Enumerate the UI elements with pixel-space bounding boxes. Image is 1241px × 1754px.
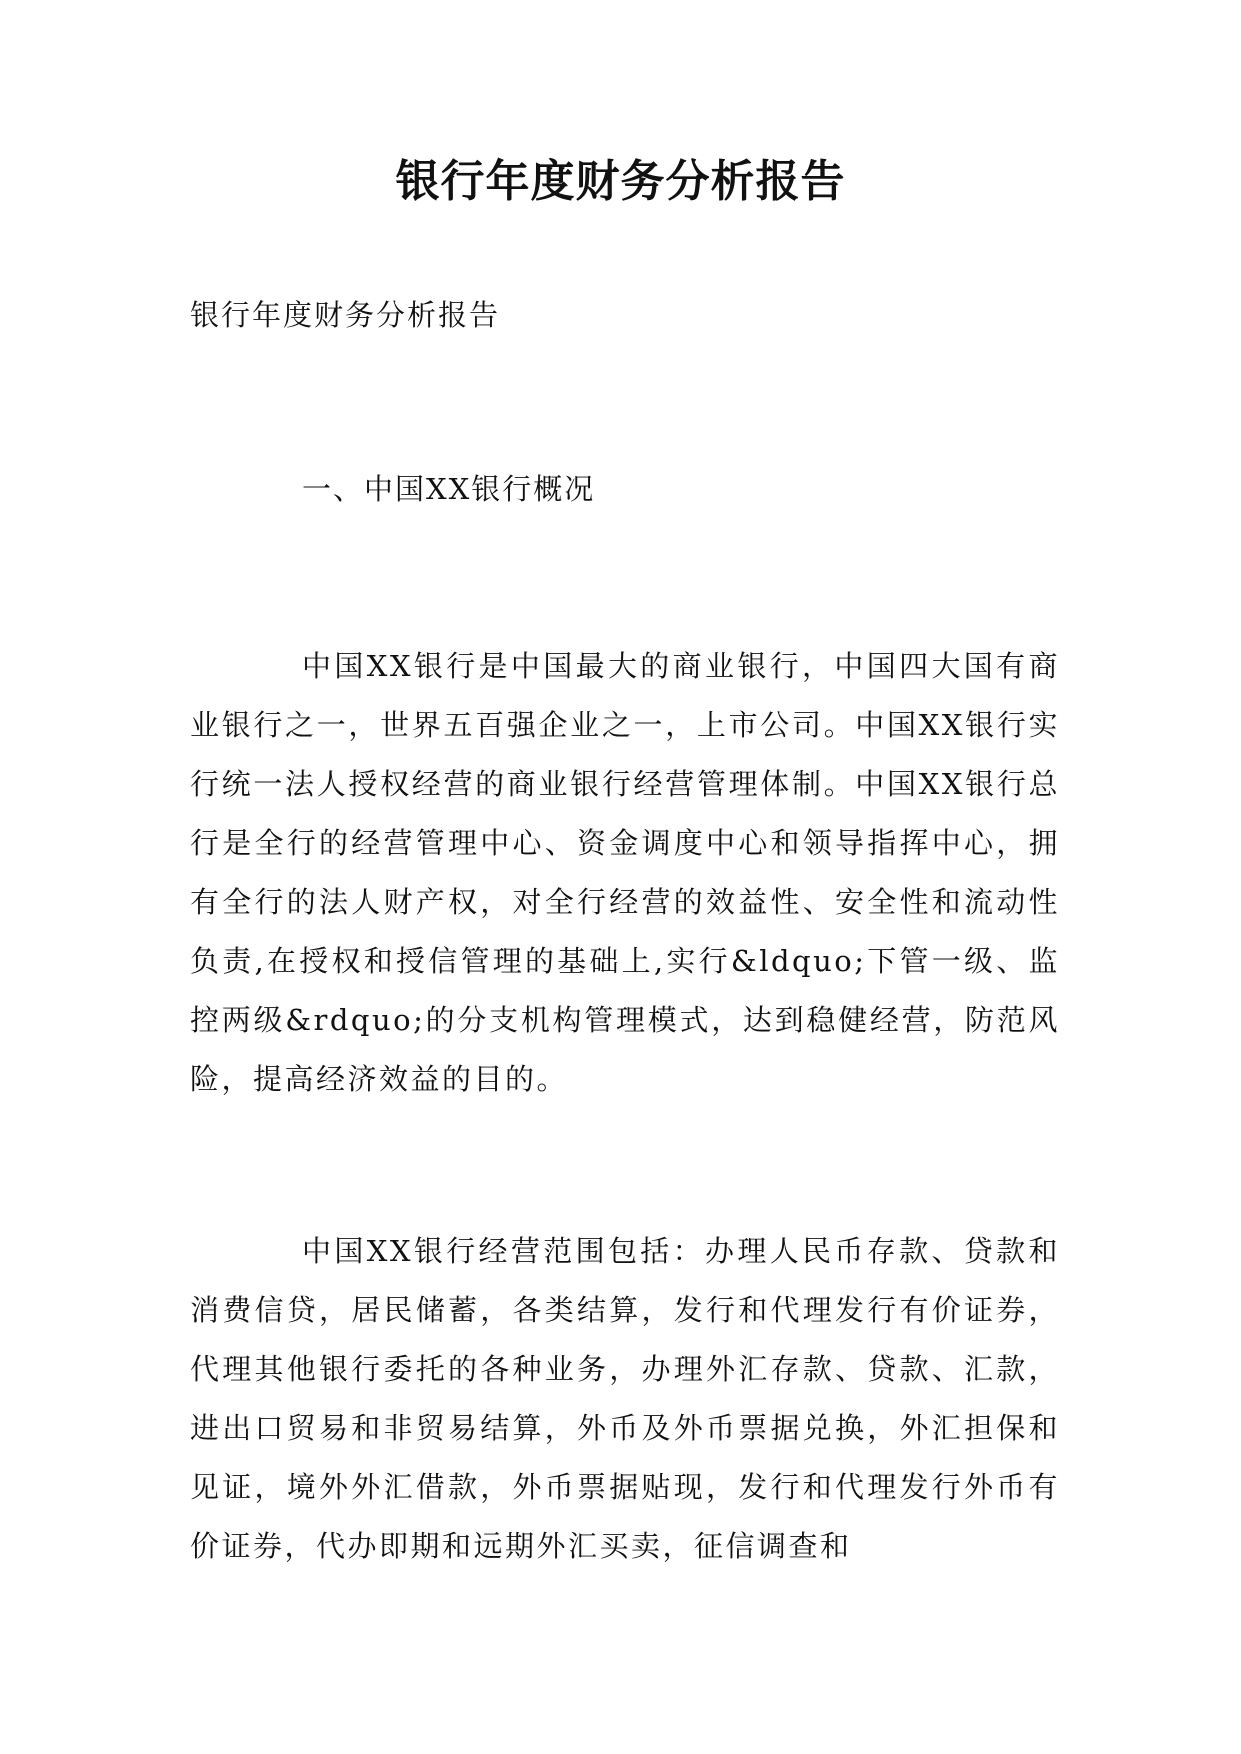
document-subtitle: 银行年度财务分析报告 bbox=[190, 298, 501, 332]
section-heading: 一、中国XX银行概况 bbox=[302, 472, 596, 506]
document-title: 银行年度财务分析报告 bbox=[395, 156, 846, 207]
body-paragraph: 中国XX银行经营范围包括：办理人民币存款、贷款和消费信贷，居民储蓄，各类结算，发行和代理发行有价证券，代理其他银行委托的各种业务，办理外汇存款、贷款、汇款，进出口贸易和非贸易结算，外币及外币票据兑换，外汇担保和见证，境外外汇借款，外币票据贴现，发行和代理发行外币有价证券，代办即期和远期外汇买卖，征信调查和 bbox=[190, 1234, 1060, 1563]
body-paragraph: 中国XX银行是中国最大的商业银行，中国四大国有商业银行之一，世界五百强企业之一，上市公司。中国XX银行实行统一法人授权经营的商业银行经营管理体制。中国XX银行总行是全行的经营管理中心、资金调度中心和领导指挥中心，拥有全行的法人财产权，对全行经营的效益性、安全性和流动性负责,在授权和授信管理的基础上,实行&ldquo;下管一级、监控两级&rdquo;的分支机构管理模式，达到稳健经营，防范风险，提高经济效益的目的。 bbox=[190, 649, 1060, 1096]
